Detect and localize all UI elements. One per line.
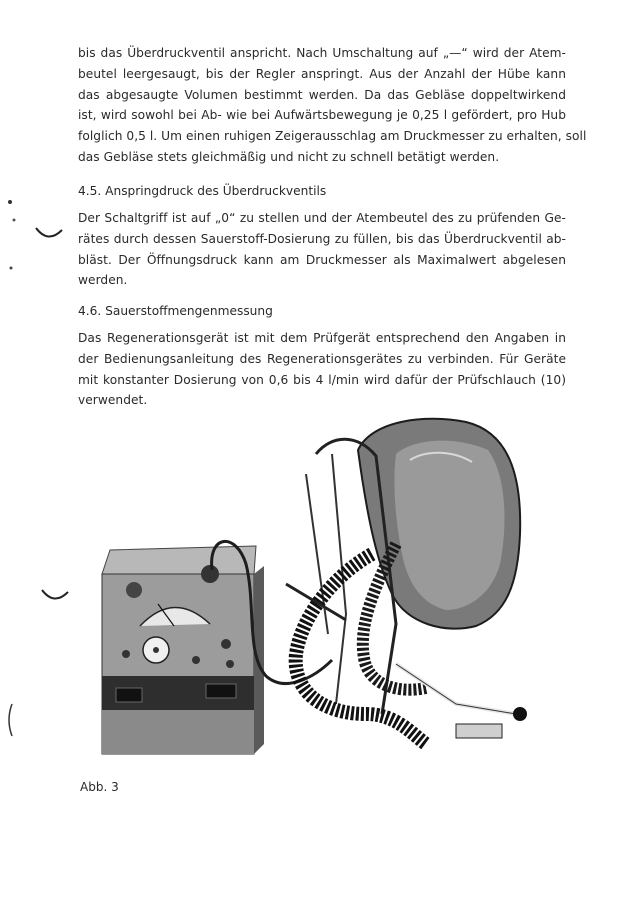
text-line: beutel leergesaugt, bis der Regler anspringt. Aus der Anzahl der Hübe kann [78,66,566,81]
text-line: verwendet. [78,393,148,408]
figure-apparatus-photo [96,414,536,766]
test-device-box [102,546,264,754]
punch-hole-mark [40,588,70,606]
text-line: Das Regenerationsgerät ist mit dem Prüfgerät entsprechend den Angaben in [78,331,566,345]
text-line: werden. [78,273,128,288]
text-line: der Bedienungsanleitung des Regenerationsgerätes zu verbinden. Für Geräte [78,351,566,366]
text-line: das abgesaugte Volumen bestimmt werden. Da das Gebläse doppeltwirkend [78,87,566,102]
text-line: Der Schaltgriff ist auf „0“ zu stellen und der Atembeutel des zu prüfenden Ge- [78,211,566,225]
text-line: rätes durch dessen Sauerstoff-Dosierung zu füllen, bis das Überdruckventil ab- [78,231,566,246]
text-line: folglich 0,5 l. Um einen ruhigen Zeigerausschlag am Druckmesser zu erhalten, soll [78,129,587,144]
scan-artifact-bracket [4,702,16,738]
paragraph-gebläse [78,43,587,168]
paragraph-anspringdruck [78,208,566,291]
section-heading-4-6: 4.6. Sauerstoffmengenmessung [78,304,273,318]
figure-caption: Abb. 3 [80,780,119,794]
paragraph-sauerstoffmenge [78,328,566,411]
text-line: das Gebläse stets gleichmäßig und nicht zu schnell betätigt werden. [78,149,500,164]
text-line: bläst. Der Öffnungsdruck kann am Druckmesser als Maximalwert abgelesen [78,252,566,267]
breathing-apparatus [286,419,527,744]
punch-hole-mark [34,226,64,244]
scan-artifact-marks [4,196,22,286]
text-line: ist, wird sowohl bei Ab- wie bei Aufwärtsbewegung je 0,25 l gefördert, pro Hub [78,108,566,123]
text-line: mit konstanter Dosierung von 0,6 bis 4 l/min wird dafür der Prüfschlauch (10) [78,372,566,387]
text-line: bis das Überdruckventil anspricht. Nach Umschaltung auf „—“ wird der Atem- [78,46,566,60]
section-heading-4-5: 4.5. Anspringdruck des Überdruckventils [78,184,327,198]
